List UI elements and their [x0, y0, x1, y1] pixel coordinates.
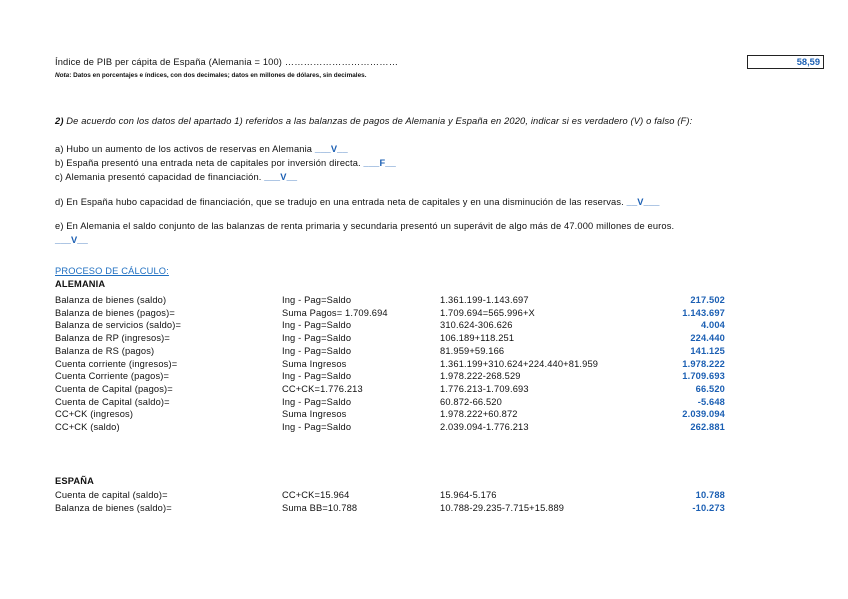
row-concept: Balanza de bienes (saldo)= — [55, 502, 172, 513]
note-label: Nota — [55, 72, 70, 79]
table-row — [55, 371, 745, 383]
row-calculation: 1.709.694=565.996+X — [440, 307, 535, 318]
row-formula: Ing - Pag=Saldo — [282, 396, 352, 407]
row-calculation: 81.959+59.166 — [440, 345, 505, 356]
alemania-title: ALEMANIA — [55, 279, 106, 289]
row-formula: Ing - Pag=Saldo — [282, 320, 352, 331]
row-formula: CC+CK=1.776.213 — [282, 383, 363, 394]
item-b — [55, 158, 396, 168]
row-result: 66.520 — [695, 383, 725, 394]
row-result: 224.440 — [690, 333, 725, 344]
table-row — [55, 490, 745, 502]
row-concept: CC+CK (saldo) — [55, 422, 120, 432]
table-row — [55, 346, 745, 358]
row-calculation: 1.978.222-268.529 — [440, 371, 521, 382]
proceso-title-link[interactable]: PROCESO DE CÁLCULO: — [55, 266, 169, 276]
row-result: 1.709.693 — [682, 371, 725, 382]
table-row — [55, 320, 745, 332]
row-concept: Balanza de servicios (saldo)= — [55, 320, 182, 331]
espana-title: ESPAÑA — [55, 476, 94, 486]
row-result: -5.648 — [697, 396, 725, 407]
row-calculation: 310.624-306.626 — [440, 320, 513, 331]
row-formula: CC+CK=15.964 — [282, 490, 350, 500]
row-calculation: 106.189+118.251 — [440, 333, 515, 344]
row-result: 1.978.222 — [682, 358, 725, 369]
row-calculation: 1.361.199-1.143.697 — [440, 295, 529, 305]
row-calculation: 60.872-66.520 — [440, 396, 502, 407]
item-e-answer: ___V__ — [55, 235, 88, 245]
row-result: 10.788 — [695, 490, 725, 500]
table-row — [55, 333, 745, 345]
row-concept: Cuenta de capital (saldo)= — [55, 490, 168, 500]
row-calculation: 1.776.213-1.709.693 — [440, 383, 529, 394]
table-row — [55, 295, 745, 307]
question-2 — [55, 116, 692, 126]
row-concept: Balanza de bienes (saldo) — [55, 295, 167, 305]
row-concept: Balanza de bienes (pagos)= — [55, 307, 175, 318]
question-text: De acuerdo con los datos del apartado 1) referidos a las balanzas de pagos de Alemania y España en 2020, indicar si es verdadero (V) o falso (F): — [63, 116, 693, 126]
item-e-text: e) En Alemania el saldo conjunto de las balanzas de renta primaria y secundaria presentó un superávit de algo más de 47.000 millones de euros. — [55, 221, 675, 231]
row-calculation: 1.978.222+60.872 — [440, 409, 518, 420]
item-c-text: c) Alemania presentó capacidad de financiación. — [55, 172, 265, 182]
table-row — [55, 409, 745, 421]
item-c — [55, 172, 297, 182]
row-concept: CC+CK (ingresos) — [55, 409, 134, 420]
note-text: : Datos en porcentajes e índices, con dos decimales; datos en millones de dólares, sin decimales. — [69, 72, 367, 79]
row-result: 1.143.697 — [682, 307, 725, 318]
row-concept: Cuenta de Capital (saldo)= — [55, 396, 170, 407]
row-formula: Suma Pagos= 1.709.694 — [282, 307, 388, 318]
row-calculation: 1.361.199+310.624+224.440+81.959 — [440, 358, 599, 369]
pib-note — [55, 72, 366, 79]
row-result: 2.039.094 — [682, 409, 725, 420]
row-concept: Cuenta Corriente (pagos)= — [55, 371, 170, 382]
item-d-text: d) En España hubo capacidad de financiación, que se tradujo en una entrada neta de capitales y en una disminución de las reservas. — [55, 197, 627, 207]
item-a-text: a) Hubo un aumento de los activos de reservas en Alemania — [55, 144, 315, 154]
item-b-text: b) España presentó una entrada neta de capitales por inversión directa. — [55, 158, 364, 168]
row-formula: Ing - Pag=Saldo — [282, 295, 352, 305]
pib-label: Índice de PIB per cápita de España (Alemania = 100) ……………………………… — [55, 57, 399, 67]
item-e — [55, 221, 674, 231]
row-formula: Suma BB=10.788 — [282, 502, 358, 513]
table-row — [55, 397, 745, 409]
row-formula: Ing - Pag=Saldo — [282, 333, 352, 344]
row-concept: Balanza de RS (pagos) — [55, 345, 155, 356]
row-formula: Ing - Pag=Saldo — [282, 422, 352, 432]
row-result: -10.273 — [692, 502, 725, 513]
row-formula: Suma Ingresos — [282, 358, 347, 369]
item-b-answer: ___F__ — [363, 158, 396, 168]
row-formula: Suma Ingresos — [282, 409, 347, 420]
row-result: 217.502 — [690, 295, 725, 305]
item-c-answer: ___V__ — [264, 172, 298, 182]
table-row — [55, 422, 745, 434]
table-row — [55, 384, 745, 396]
question-number: 2) — [55, 116, 64, 126]
pib-value-cell: 58,59 — [747, 55, 824, 69]
row-concept: Cuenta corriente (ingresos)= — [55, 358, 178, 369]
row-calculation: 15.964-5.176 — [440, 490, 497, 500]
row-result: 4.004 — [700, 320, 725, 331]
item-a — [55, 144, 348, 154]
item-d — [55, 197, 660, 207]
row-formula: Ing - Pag=Saldo — [282, 345, 352, 356]
table-row — [55, 359, 745, 371]
row-result: 262.881 — [690, 422, 725, 432]
row-calculation: 2.039.094-1.776.213 — [440, 422, 529, 432]
row-result: 141.125 — [690, 345, 725, 356]
table-row — [55, 308, 745, 320]
row-calculation: 10.788-29.235-7.715+15.889 — [440, 502, 565, 513]
row-concept: Cuenta de Capital (pagos)= — [55, 383, 173, 394]
item-a-answer: ___V__ — [314, 144, 348, 154]
item-d-answer: __V___ — [626, 197, 660, 207]
row-concept: Balanza de RP (ingresos)= — [55, 333, 170, 344]
table-row — [55, 503, 745, 515]
row-formula: Ing - Pag=Saldo — [282, 371, 352, 382]
